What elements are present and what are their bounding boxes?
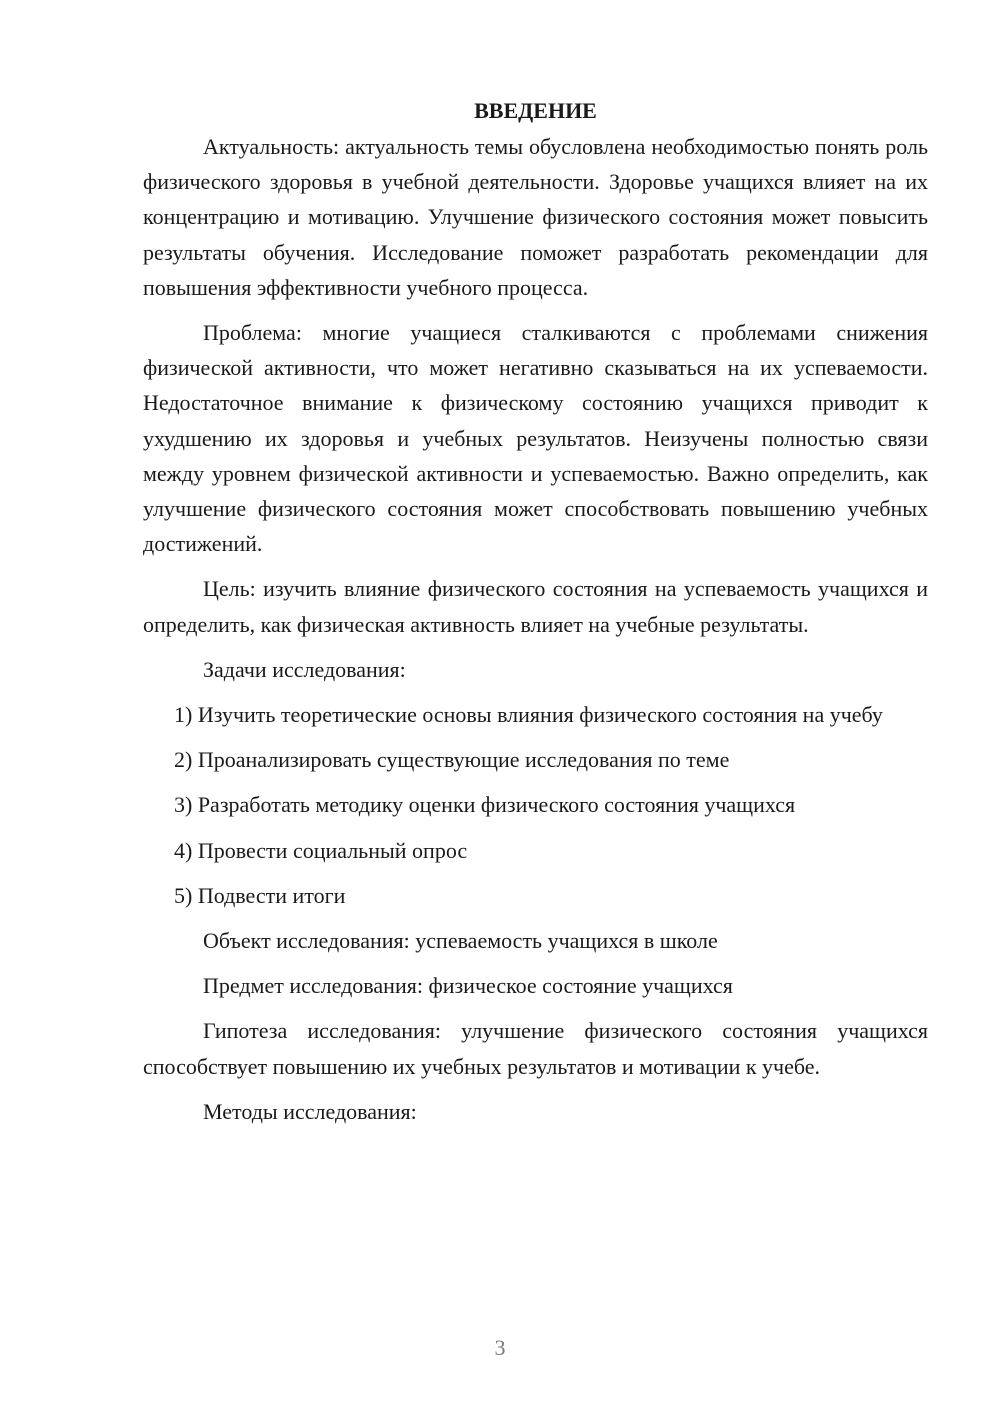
relevance-paragraph: Актуальность: актуальность темы обусловлена необходимостью понять роль физического здоровья в учебной деятельности. Здоровье учащихся влияет на их концентрацию и мотивацию. Улучшение физического состояния может повысить результаты обучения. Исследование поможет разработать рекомендации для повышения эффективности учебного процесса.	[143, 134, 928, 300]
task-item-3: 3) Разработать методику оценки физического состояния учащихся	[174, 792, 796, 818]
task-item-5: 5) Подвести итоги	[174, 882, 346, 908]
problem-paragraph: Проблема: многие учащиеся сталкиваются с проблемами снижения физической активности, что может негативно сказываться на их успеваемости. Недостаточное внимание к физическому состоянию учащихся приводит к ухудшению их здоровья и учебных результатов. Неизучены полностью связи между уровнем физической активности и успеваемостью. Важно определить, как улучшение физического состояния может способствовать повышению учебных достижений.	[143, 320, 928, 557]
research-subject: Предмет исследования: физическое состояние учащихся	[203, 973, 733, 999]
page-title: ВВЕДЕНИЕ	[474, 98, 597, 123]
methods-heading: Методы исследования:	[203, 1098, 417, 1124]
task-item-4: 4) Провести социальный опрос	[174, 837, 468, 863]
tasks-heading: Задачи исследования:	[203, 656, 406, 682]
task-item-2: 2) Проанализировать существующие исследования по теме	[174, 747, 730, 773]
page-number: 3	[494, 1335, 506, 1360]
task-item-1: 1) Изучить теоретические основы влияния физического состояния на учебу	[174, 702, 883, 728]
goal-paragraph: Цель: изучить влияние физического состояния на успеваемость учащихся и определить, как физическая активность влияет на учебные результаты.	[143, 576, 928, 637]
research-hypothesis: Гипотеза исследования: улучшение физического состояния учащихся способствует повышению их учебных результатов и мотивации к учебе.	[143, 1018, 928, 1079]
research-object: Объект исследования: успеваемость учащихся в школе	[203, 928, 718, 954]
page-content	[143, 93, 928, 1139]
